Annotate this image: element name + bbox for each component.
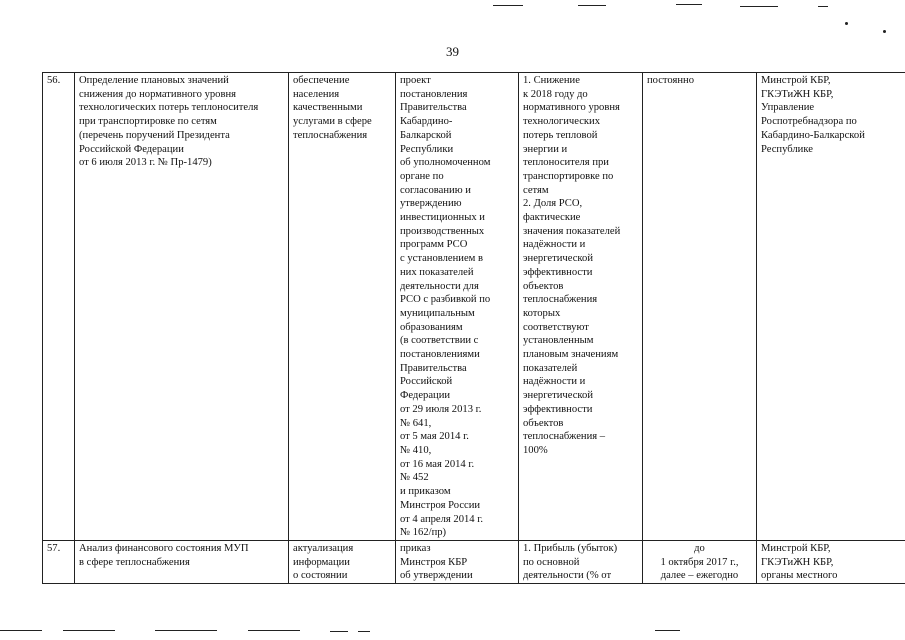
row-number: 57. (43, 540, 75, 583)
cell-line: энергетической (523, 390, 593, 402)
cell-line: Правительства (400, 362, 467, 374)
cell-line: (в соответствии с (400, 335, 479, 347)
cell-line: 100% (523, 444, 548, 456)
goal-cell (289, 73, 396, 541)
cell-line: соответствуют (523, 321, 589, 333)
cell-line: утверждению (400, 198, 462, 210)
cell-line: органы местного (761, 570, 838, 582)
cell-line: нормативного уровня (523, 102, 620, 114)
cell-line: Республике (761, 143, 813, 155)
cell-line: населения (293, 88, 340, 100)
cell-line: по основной (523, 556, 580, 568)
scan-mark (740, 6, 778, 7)
document-cell (396, 73, 519, 541)
cell-line: ГКЭТиЖН КБР, (761, 556, 834, 568)
scan-dot (883, 30, 886, 33)
cell-line: от 5 мая 2014 г. (400, 431, 469, 443)
table-row (43, 73, 905, 541)
cell-line: постоянно (647, 75, 695, 86)
scan-mark (493, 5, 523, 6)
cell-line: ГКЭТиЖН КБР, (761, 88, 834, 100)
document-cell (396, 540, 519, 583)
cell-line: Определение плановых значений (79, 75, 229, 86)
cell-line: потерь тепловой (523, 129, 598, 141)
indicators-cell (519, 540, 643, 583)
cell-line: деятельности (% от (523, 570, 612, 582)
table-row (43, 540, 905, 583)
cell-line: от 4 апреля 2014 г. (400, 513, 484, 525)
responsible-cell (757, 540, 905, 583)
cell-line: образованиям (400, 321, 463, 333)
cell-line: надёжности и (523, 239, 586, 251)
cell-line: обеспечение (293, 75, 350, 86)
cell-line: Минстрой КБР, (761, 542, 831, 554)
cell-line: с установлением в (400, 253, 484, 265)
cell-line: объектов (523, 280, 564, 292)
cell-line: Минстрой КБР, (761, 75, 831, 86)
cell-line: теплоснабжения (523, 294, 598, 306)
cell-line: в сфере теплоснабжения (79, 556, 190, 568)
cell-line: Кабардино-Балкарской (761, 129, 865, 141)
measures-table (42, 72, 905, 584)
cell-line: надёжности и (523, 376, 586, 388)
cell-line: Минстроя КБР (400, 556, 468, 568)
cell-line: при транспортировке по сетям (79, 116, 217, 128)
cell-line: деятельности для (400, 280, 479, 292)
cell-line: постановлениями (400, 349, 480, 361)
cell-line: далее – ежегодно (660, 570, 739, 582)
cell-line: Балкарской (400, 129, 452, 141)
indicators-cell (519, 73, 643, 541)
cell-line: актуализация (293, 542, 354, 554)
cell-line: РСО с разбивкой по (400, 294, 491, 306)
cell-line: от 29 июля 2013 г. (400, 403, 482, 415)
cell-line: качественными (293, 102, 363, 114)
deadline-cell (643, 73, 757, 541)
cell-line: 1. Прибыль (убыток) (523, 542, 618, 554)
cell-line: них показателей (400, 266, 474, 278)
cell-line: № 410, (400, 444, 432, 456)
cell-line: инвестиционных и (400, 212, 485, 224)
cell-line: проект (400, 75, 431, 86)
cell-line: транспортировке по (523, 170, 614, 182)
row-number: 56. (43, 73, 75, 541)
cell-line: муниципальным (400, 307, 475, 319)
cell-line: технологических (523, 116, 601, 128)
cell-line: 1. Снижение (523, 75, 580, 86)
scan-mark (330, 631, 348, 632)
cell-line: 1 октября 2017 г., (660, 556, 739, 568)
cell-line: органе по (400, 170, 444, 182)
scan-mark (63, 630, 115, 631)
cell-line: производственных (400, 225, 485, 237)
scan-dot (845, 22, 848, 25)
scan-mark (0, 630, 42, 631)
cell-line: технологических потерь теплоносителя (79, 102, 259, 114)
cell-line: программ РСО (400, 239, 468, 251)
responsible-cell (757, 73, 905, 541)
cell-line: Правительства (400, 102, 467, 114)
page-number: 39 (446, 44, 459, 59)
cell-line: энергии и (523, 143, 568, 155)
cell-line: теплоснабжения (293, 129, 368, 141)
cell-line: Федерации (400, 390, 451, 402)
cell-line: сетям (523, 184, 549, 196)
cell-line: Роспотребнадзора по (761, 116, 857, 128)
cell-line: эффективности (523, 266, 593, 278)
cell-line: плановым значениям (523, 349, 619, 361)
scan-mark (248, 630, 300, 631)
cell-line: 2. Доля РСО, (523, 198, 583, 210)
cell-line: № 641, (400, 417, 432, 429)
cell-line: фактические (523, 212, 581, 224)
activity-cell (75, 540, 289, 583)
cell-line: объектов (523, 417, 564, 429)
cell-line: эффективности (523, 403, 593, 415)
scan-mark (155, 630, 217, 631)
cell-line: согласованию и (400, 184, 471, 196)
cell-line: Республики (400, 143, 454, 155)
cell-line: информации (293, 556, 350, 568)
cell-line: энергетической (523, 253, 593, 265)
cell-line: об уполномоченном (400, 157, 491, 169)
cell-line: к 2018 году до (523, 88, 588, 100)
cell-line: Кабардино- (400, 116, 453, 128)
cell-line: Управление (761, 102, 815, 114)
cell-line: № 452 (400, 472, 429, 484)
cell-line: показателей (523, 362, 578, 374)
cell-line: до (694, 542, 705, 554)
cell-line: об утверждении (400, 570, 473, 582)
scan-mark (578, 5, 606, 6)
cell-line: значения показателей (523, 225, 621, 237)
cell-line: Минстроя России (400, 499, 481, 511)
cell-line: от 6 июля 2013 г. № Пр-1479) (79, 157, 212, 169)
cell-line: Российской (400, 376, 453, 388)
cell-line: № 162/пр) (400, 527, 447, 539)
cell-line: Российской Федерации (79, 143, 184, 155)
cell-line: которых (523, 307, 561, 319)
cell-line: о состоянии (293, 570, 348, 582)
cell-line: услугами в сфере (293, 116, 372, 128)
cell-line: теплоносителя при (523, 157, 609, 169)
activity-cell (75, 73, 289, 541)
cell-line: теплоснабжения – (523, 431, 606, 443)
cell-line: (перечень поручений Президента (79, 129, 230, 141)
scan-mark (676, 4, 702, 5)
cell-line: приказ (400, 542, 431, 554)
cell-line: постановления (400, 88, 468, 100)
cell-line: снижения до нормативного уровня (79, 88, 237, 100)
goal-cell (289, 540, 396, 583)
scan-mark (358, 631, 370, 632)
deadline-cell (643, 540, 757, 583)
cell-line: от 16 мая 2014 г. (400, 458, 475, 470)
cell-line: установленным (523, 335, 594, 347)
cell-line: и приказом (400, 486, 451, 498)
scan-mark (655, 630, 680, 631)
scan-mark (818, 6, 828, 7)
cell-line: Анализ финансового состояния МУП (79, 542, 249, 554)
